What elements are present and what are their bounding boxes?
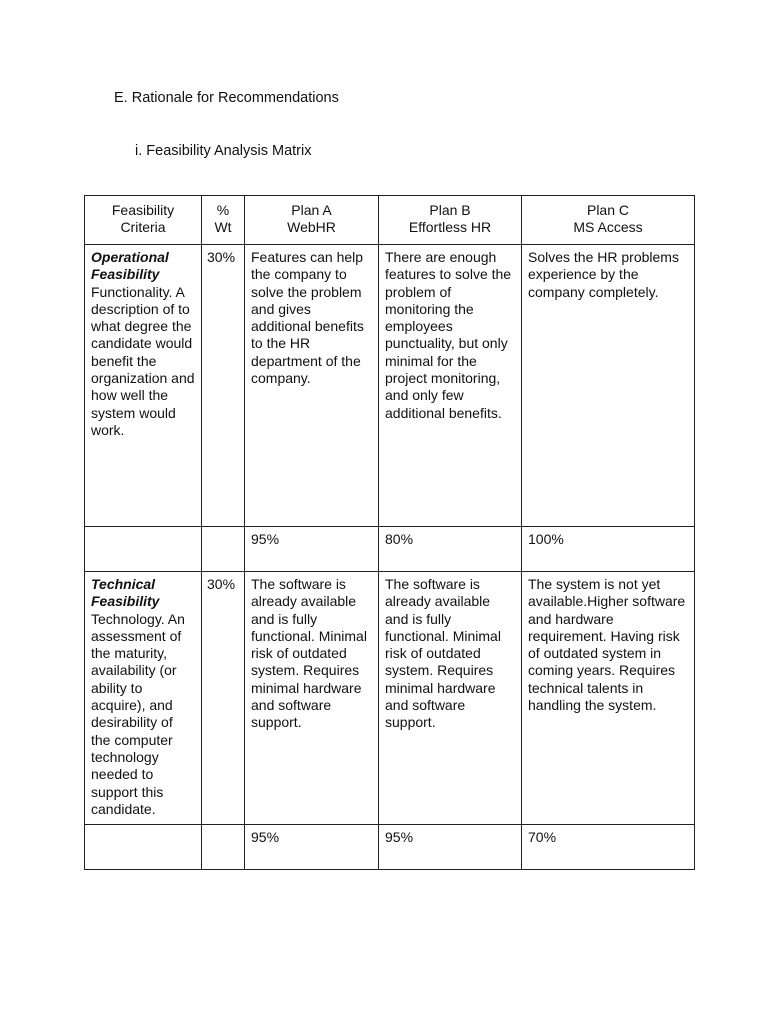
criteria-cell <box>85 245 202 527</box>
score-plan-a: 95% <box>245 825 379 870</box>
header-criteria: Feasibility Criteria <box>85 196 202 245</box>
table-row <box>85 245 695 527</box>
header-plan-a: Plan A WebHR <box>245 196 379 245</box>
criteria-title: Technical Feasibility <box>91 576 160 610</box>
score-plan-b: 95% <box>379 825 522 870</box>
score-plan-b: 80% <box>379 527 522 572</box>
score-plan-c: 70% <box>522 825 695 870</box>
criteria-description: Functionality. A description of to what degree the candidate would benefit the organization and how well the system would work. <box>91 283 195 438</box>
weight-cell: 30% <box>202 572 245 825</box>
table-header-row <box>85 196 695 245</box>
empty-cell <box>85 527 202 572</box>
score-row <box>85 825 695 870</box>
header-plan-b: Plan B Effortless HR <box>379 196 522 245</box>
score-plan-a: 95% <box>245 527 379 572</box>
weight-cell: 30% <box>202 245 245 527</box>
plan-b-cell: The software is already available and is fully functional. Minimal risk of outdated system. Requires minimal hardware and software support. <box>379 572 522 825</box>
plan-a-cell: Features can help the company to solve the problem and gives additional benefits to the HR department of the company. <box>245 245 379 527</box>
criteria-cell <box>85 572 202 825</box>
score-plan-c: 100% <box>522 527 695 572</box>
criteria-description: Technology. An assessment of the maturity, availability (or ability to acquire), and desirability of the computer technology needed to support this candidate. <box>91 610 185 817</box>
empty-cell <box>85 825 202 870</box>
header-plan-c: Plan C MS Access <box>522 196 695 245</box>
criteria-title: Operational Feasibility <box>91 249 169 283</box>
empty-cell <box>202 527 245 572</box>
feasibility-matrix-table <box>84 195 695 870</box>
header-weight: % Wt <box>202 196 245 245</box>
section-heading: E. Rationale for Recommendations <box>114 90 339 106</box>
table-row <box>85 572 695 825</box>
empty-cell <box>202 825 245 870</box>
score-row <box>85 527 695 572</box>
plan-c-cell: The system is not yet available.Higher software and hardware requirement. Having risk of outdated system in coming years. Requires technical talents in handling the system. <box>522 572 695 825</box>
plan-a-cell: The software is already available and is fully functional. Minimal risk of outdated system. Requires minimal hardware and software support. <box>245 572 379 825</box>
plan-c-cell: Solves the HR problems experience by the company completely. <box>522 245 695 527</box>
subsection-heading: i. Feasibility Analysis Matrix <box>135 143 312 159</box>
plan-b-cell: There are enough features to solve the problem of monitoring the employees punctuality, but only minimal for the project monitoring, and only few additional benefits. <box>379 245 522 527</box>
